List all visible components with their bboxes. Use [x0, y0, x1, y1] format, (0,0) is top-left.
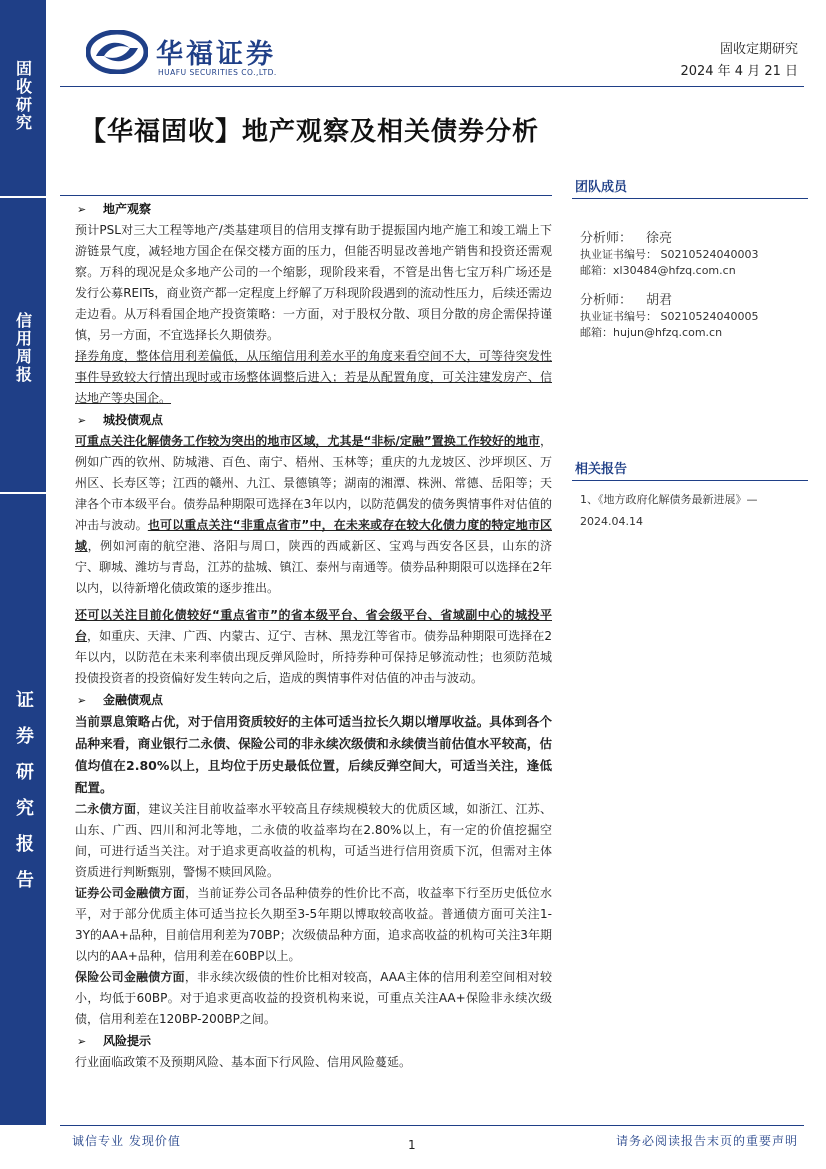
analyst-name: 胡君	[646, 293, 673, 308]
main-content	[75, 198, 552, 1073]
analyst-license: 执业证书编号： S0210524040003	[580, 248, 759, 261]
logo-english-name: HUAFU SECURITIES CO.,LTD.	[158, 68, 277, 77]
arrow-bullet-icon: ➢	[77, 203, 87, 216]
logo-chinese-name: 华福证券	[156, 39, 276, 70]
analyst-license: 执业证书编号： S0210524040005	[580, 310, 759, 323]
logo-emblem-icon	[86, 30, 148, 74]
page-number: 1	[408, 1138, 416, 1152]
related-reports-panel	[572, 458, 808, 533]
sidebar-tag-fixed-income: 固收研究	[13, 60, 33, 132]
paragraph: 保险公司金融债方面，非永续次级债的性价比相对较高，AAA主体的信用利差空间相对较小，均低于60BP。对于追求更高收益的投资机构来说，可重点关注AA+保险非永续次级债，信用利差在120BP-200BP之间。	[75, 970, 552, 1026]
paragraph: 预计PSL对三大工程等地产/类基建项目的信用支撑有助于提振国内地产施工和竣工端上下游链景气度，减轻地方国企在保交楼方面的压力，但能否明显改善地产销售和投资还需观察。万科的现况是众多地产公司的一个缩影，现阶段来看，不管是出售七宝万科广场还是发行公募REITs，商业资产都一定程度上纾解了万科现阶段遇到的流动性压力，后续还需边走边看。从万科看国企地产投资策略：一方面，对于股权分散、项目分散的房企需保持谨慎，另一方面，不宜选择长久期债券。	[75, 223, 552, 342]
section-heading: ➢ 风险提示	[75, 1030, 552, 1052]
footer-divider	[60, 1125, 804, 1126]
analyst-name: 徐亮	[646, 231, 673, 246]
report-date: 2024 年 4 月 21 日	[680, 64, 798, 79]
arrow-bullet-icon: ➢	[77, 694, 87, 707]
paragraph: 二永债方面，建议关注目前收益率水平较高且存续规模较大的优质区域，如浙江、江苏、山东、广西、四川和河北等地，二永债的收益率均在2.80%以上，有一定的价值挖掘空间，可进行适当关注。对于追求更高收益的机构，可适当进行信用资质下沉，但需对主体资质进行判断甄别，警惕不赎回风险。	[75, 802, 552, 879]
arrow-bullet-icon: ➢	[77, 414, 87, 427]
paragraph: 当前票息策略占优，对于信用资质较好的主体可适当拉长久期以增厚收益。具体到各个品种来看，商业银行二永债、保险公司的非永续次级债和永续债当前估值水平较高，估值均值在2.80%以上，且均位于历史最低位置，后续反弹空间大，可适当关注，逢低配置。	[75, 714, 552, 795]
sidebar-divider	[0, 196, 46, 198]
analyst-card: 分析师： 胡君 执业证书编号： S0210524040005 邮箱：hujun@hfzq.com.cn	[572, 293, 808, 341]
team-panel	[572, 176, 808, 341]
analyst-email[interactable]: 邮箱：xl30484@hfzq.com.cn	[580, 264, 736, 277]
paragraph: 行业面临政策不及预期风险、基本面下行风险、信用风险蔓延。	[75, 1055, 412, 1069]
page-title: 【华福固收】地产观察及相关债券分析	[80, 117, 540, 147]
analyst-email[interactable]: 邮箱：hujun@hfzq.com.cn	[580, 326, 723, 339]
sidebar	[0, 0, 46, 1125]
sidebar-tag-research-report: 证券研究报告	[13, 690, 34, 906]
sidebar-tag-credit-weekly: 信用周报	[13, 312, 33, 384]
arrow-bullet-icon: ➢	[77, 1035, 87, 1048]
team-heading: 团队成员	[572, 176, 808, 199]
related-report-link[interactable]: 1、《地方政府化解债务最新进展》— 2024.04.14	[580, 493, 758, 528]
paragraph: 证券公司金融债方面，当前证券公司各品种债券的性价比不高，收益率下行至历史低位水平，对于部分优质主体可适当拉长久期至3-5年期以博取较高收益。普通债方面可关注1-3Y的AA+品种，目前信用利差为70BP；次级债品种方面，追求高收益的机构可关注3年期以内的AA+品种，信用利差在60BP以上。	[75, 886, 552, 963]
related-reports-heading: 相关报告	[572, 458, 808, 481]
report-type: 固收定期研究	[719, 42, 798, 57]
section-heading: ➢ 城投债观点	[75, 409, 552, 431]
header-divider	[60, 86, 804, 87]
section-heading: ➢ 地产观察	[75, 198, 552, 220]
paragraph: 择券角度，整体信用利差偏低，从压缩信用利差水平的角度来看空间不大，可等待突发性事件导致较大行情出现时或市场整体调整后进入；若是从配置角度，可关注建发房产、信达地产等央国企。	[75, 349, 552, 405]
footer-slogan: 诚信专业 发现价值	[72, 1134, 181, 1148]
company-logo	[86, 30, 296, 80]
analyst-card: 分析师： 徐亮 执业证书编号： S0210524040003 邮箱：xl30484@hfzq.com.cn	[572, 231, 808, 279]
paragraph: 还可以关注目前化债较好“重点省市”的省本级平台、省会级平台、省域副中心的城投平台，如重庆、天津、广西、内蒙古、辽宁、吉林、黑龙江等省市。债券品种期限可选择在2年以内，以防范在未来利率债出现反弹风险时，所持券种可保持足够流动性；也须防范城投债投资者的投资偏好发生转向之后，造成的舆情事件对估值的冲击与波动。	[75, 608, 552, 685]
paragraph: 可重点关注化解债务工作较为突出的地市区域，尤其是“非标/定融”置换工作较好的地市，例如广西的钦州、防城港、百色、南宁、梧州、玉林等；重庆的九龙坡区、沙坪坝区、万州区、长寿区等；江西的赣州、九江、景德镇等；湖南的湘潭、株洲、常德、岳阳等；天津各个市本级平台。债券品种期限可选择在3年以内，以防范偶发的债务舆情事件对估值的冲击与波动。也可以重点关注“非重点省市”中，在未来或存在较大化债力度的特定地市区域，例如河南的航空港、洛阳与周口，陕西的西咸新区、宝鸡与西安各区县，山东的济宁、聊城、潍坊与青岛，江苏的盐城、镇江、泰州与南通等。债券品种期限可以选择在2年以内，以待新增化债政策的逐步推出。	[75, 434, 552, 595]
sidebar-divider	[0, 492, 46, 494]
section-heading: ➢ 金融债观点	[75, 689, 552, 711]
title-divider	[60, 195, 552, 196]
footer-disclaimer: 请务必阅读报告末页的重要声明	[615, 1134, 798, 1148]
